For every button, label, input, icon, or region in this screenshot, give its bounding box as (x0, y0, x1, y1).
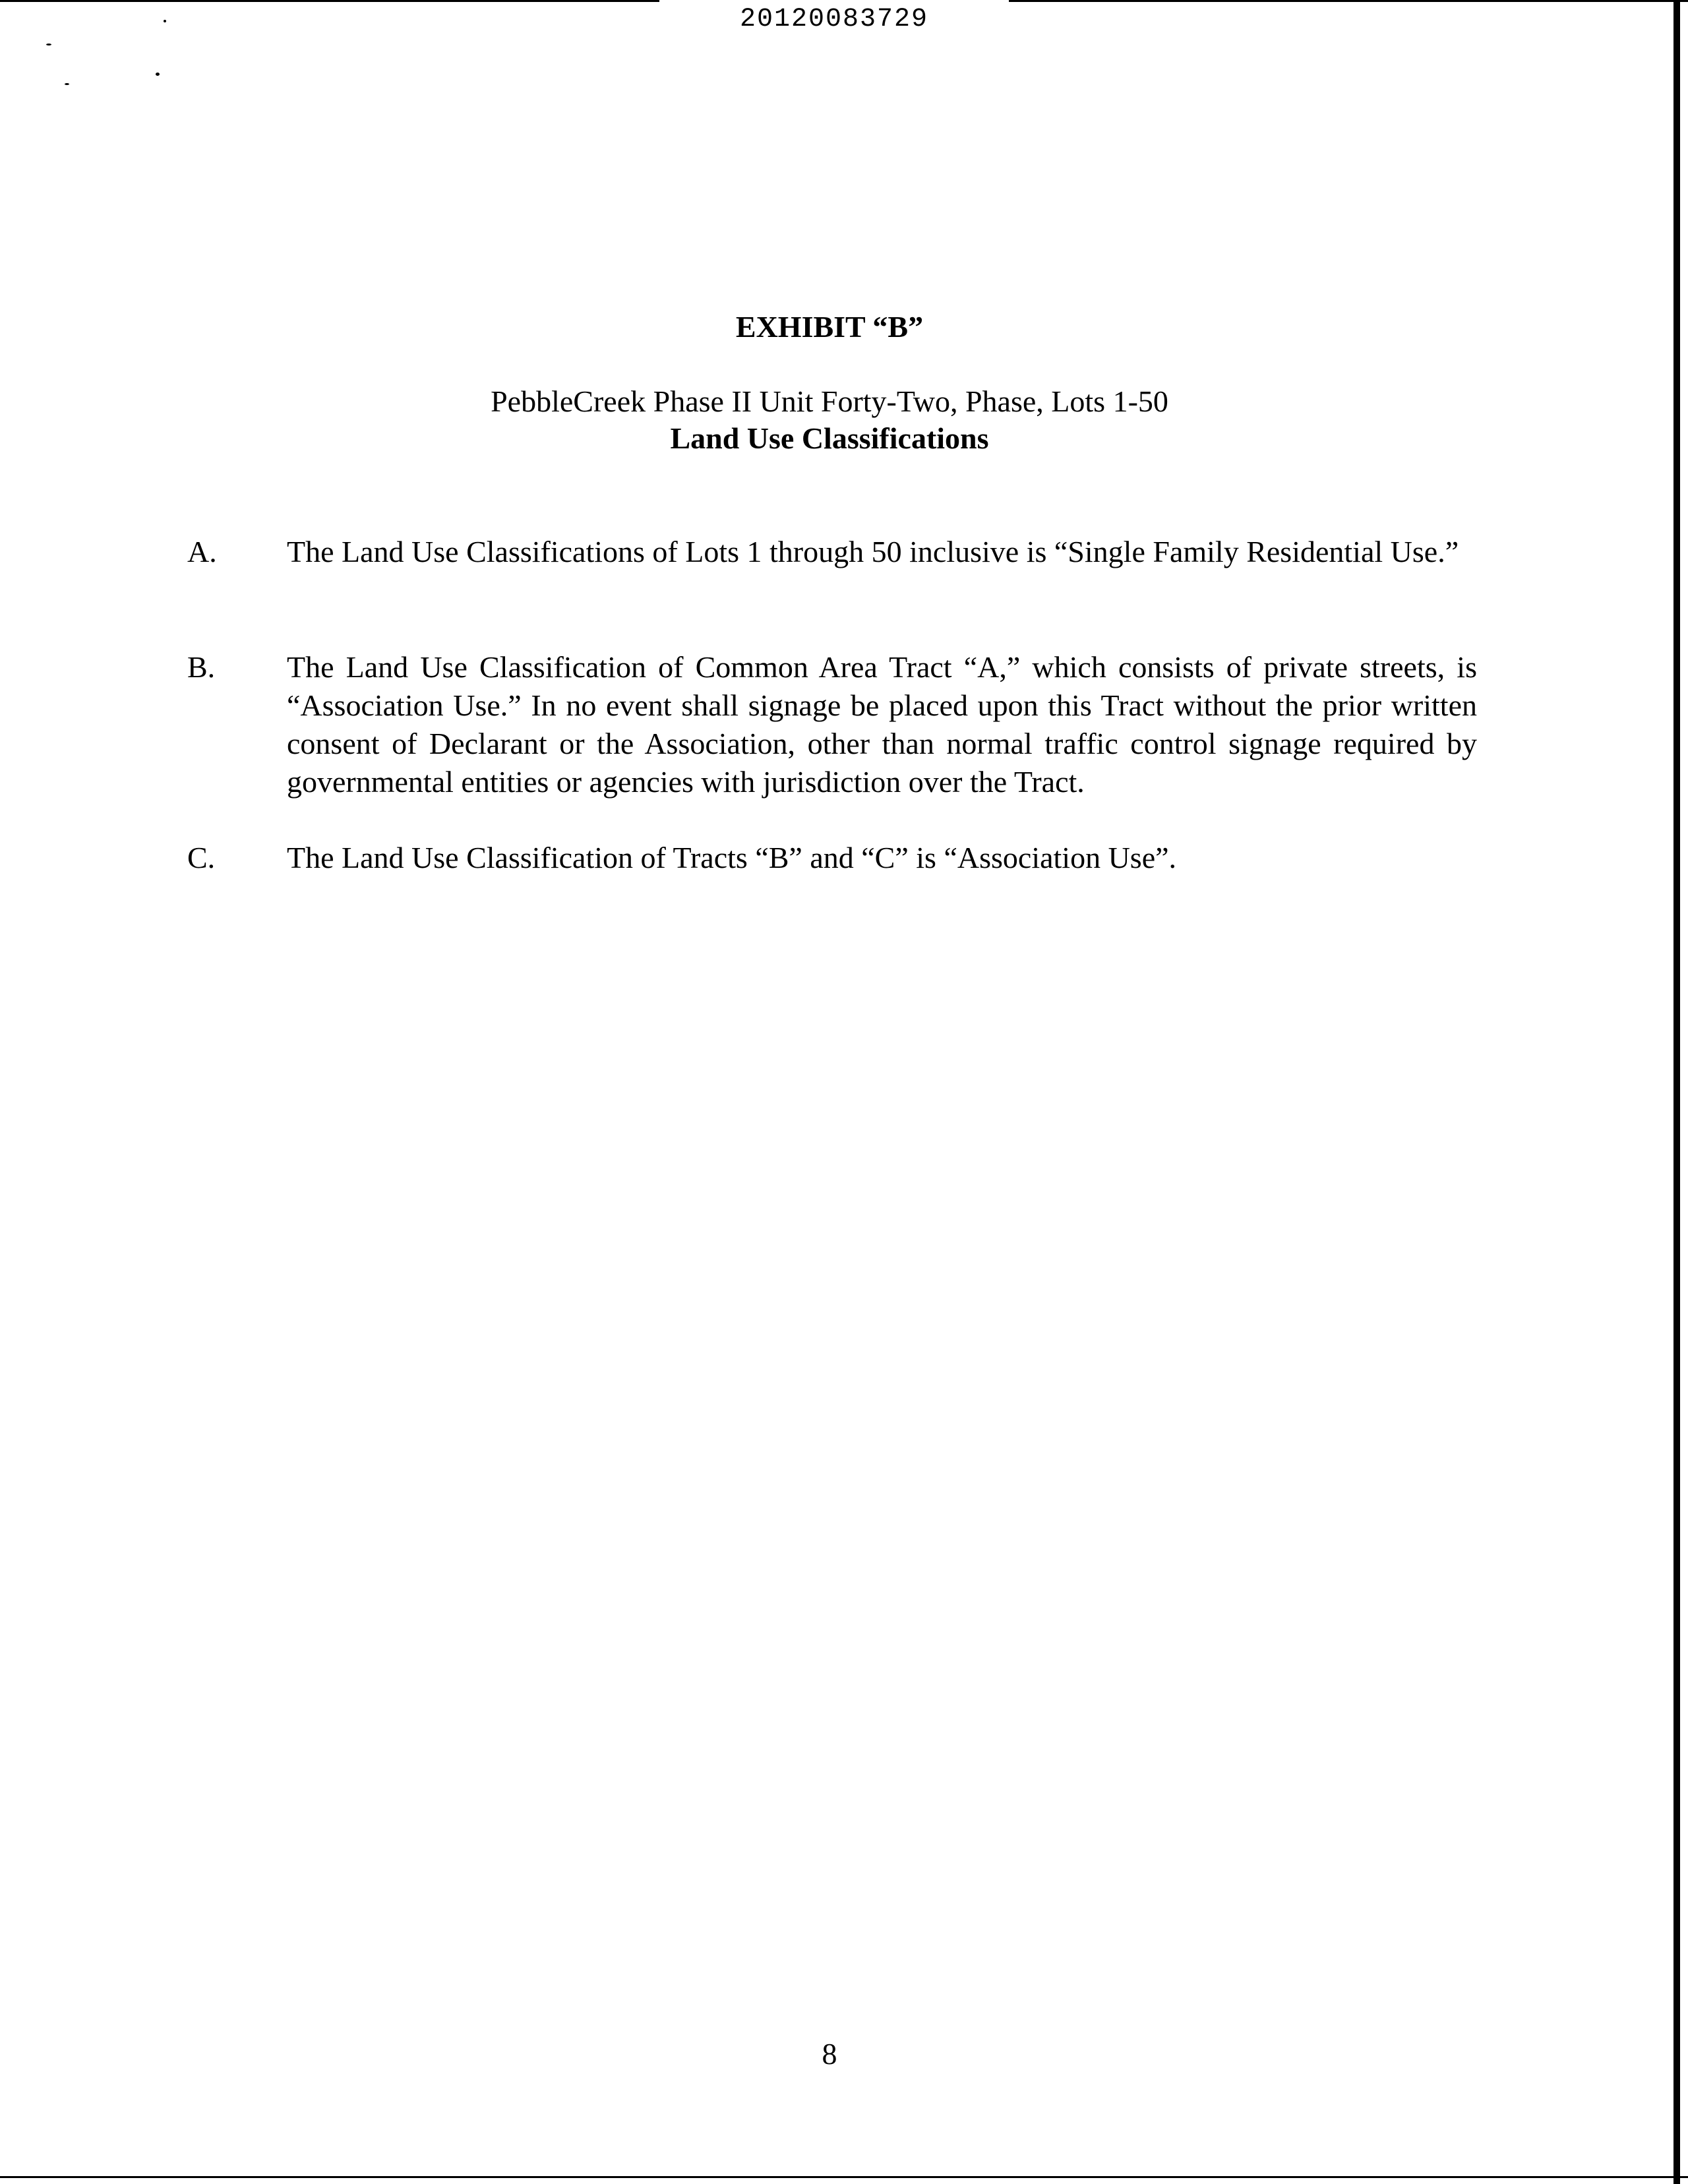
item-letter-c: C. (187, 841, 216, 874)
document-number: 20120083729 (739, 5, 929, 34)
page-number: 8 (822, 2037, 837, 2071)
exhibit-title: EXHIBIT “B” (735, 310, 924, 344)
scan-speck (164, 20, 166, 22)
item-text-c: The Land Use Classification of Tracts “B” and “C” is “Association Use”. (287, 841, 1177, 874)
page-border-bottom (0, 2176, 1688, 2178)
item-letter-a: A. (187, 535, 217, 568)
scan-speck (65, 83, 69, 85)
page-border-top-right (1009, 0, 1688, 2)
section-heading: Land Use Classifications (670, 421, 989, 455)
scan-speck (156, 73, 160, 76)
item-text-a: The Land Use Classifications of Lots 1 through 50 inclusive is “Single Family Residential Use.” (287, 535, 1459, 568)
page-border-top-left (0, 0, 659, 2)
scan-speck (46, 44, 51, 46)
item-letter-b: B. (187, 650, 216, 684)
exhibit-subtitle: PebbleCreek Phase II Unit Forty-Two, Phase, Lots 1-50 (491, 384, 1168, 418)
item-text-b: The Land Use Classification of Common Area Tract “A,” which consists of private streets, is “Association Use.” In no event shall signage be placed upon this Tract without the prior written consent of Declarant or the Association, other than normal traffic control signage required by governmental entities or agencies with jurisdiction over the Tract. (287, 650, 1477, 799)
page-border-right (1673, 0, 1680, 2184)
